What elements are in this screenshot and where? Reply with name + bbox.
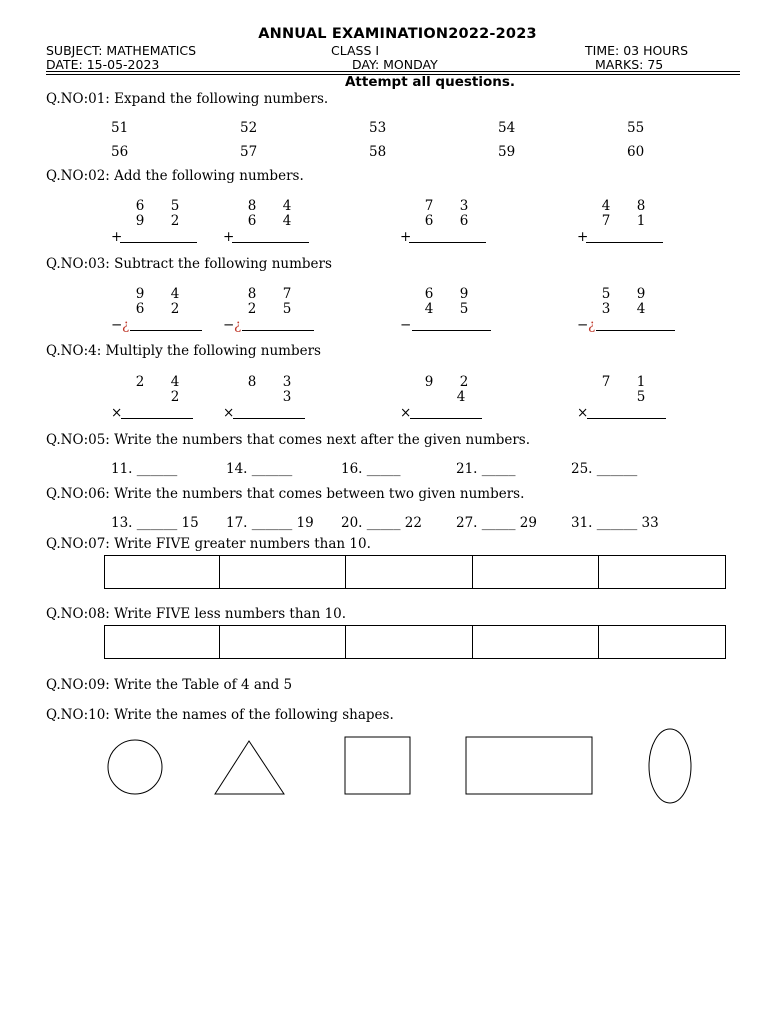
plus-sign: + [577,229,589,245]
answer-box[interactable] [473,626,599,659]
q2-digit: 8 [636,198,646,214]
q2-digit: 7 [601,213,611,229]
answer-box[interactable] [599,626,726,659]
answer-line [587,418,666,419]
q3-digit: 2 [170,301,180,317]
q3-digit: 2 [247,301,257,317]
q1-number: 59 [498,144,516,160]
answer-line [409,242,486,243]
q3-digit: 3 [601,301,611,317]
question-4: Q.NO:4: Multiply the following numbers [46,343,321,359]
question-10: Q.NO:10: Write the names of the following shapes. [46,707,394,723]
q2-digit: 7 [424,198,434,214]
shapes-figure [0,720,768,820]
q3-digit: 9 [636,286,646,302]
q1-number: 57 [240,144,258,160]
rectangle-shape [466,737,592,794]
q4-digit: 2 [170,389,180,405]
q4-digit: 8 [247,374,257,390]
question-1: Q.NO:01: Expand the following numbers. [46,91,329,107]
answer-line [232,242,309,243]
q4-digit: 4 [456,389,466,405]
question-7: Q.NO:07: Write FIVE greater numbers than 10. [46,536,371,552]
q2-digit: 6 [424,213,434,229]
q4-digit: 5 [636,389,646,405]
answer-line [120,242,197,243]
q3-digit: 4 [636,301,646,317]
answer-box[interactable] [220,556,346,589]
q2-digit: 1 [636,213,646,229]
question-5: Q.NO:05: Write the numbers that comes next after the given numbers. [46,432,531,448]
stray-glyph: ¿ [122,317,130,333]
question-2: Q.NO:02: Add the following numbers. [46,168,304,184]
oval-shape [649,729,691,803]
stray-glyph: ¿ [588,317,596,333]
q1-number: 54 [498,120,516,136]
minus-sign: − [223,317,235,333]
minus-sign: − [400,317,412,333]
answer-line [412,330,491,331]
q5-item: 16. _____ [341,461,401,477]
answer-line [586,242,663,243]
q3-digit: 5 [601,286,611,302]
stray-glyph: ¿ [234,317,242,333]
minus-sign: − [111,317,123,333]
class-label: CLASS I [331,43,380,58]
date-label: DATE: 15-05-2023 [46,57,160,72]
q3-digit: 6 [135,301,145,317]
times-sign: × [577,405,589,421]
question-9: Q.NO:09: Write the Table of 4 and 5 [46,677,293,693]
q3-digit: 5 [459,301,469,317]
q2-digit: 6 [459,213,469,229]
q6-item: 31. ______ 33 [571,515,659,531]
q2-digit: 2 [170,213,180,229]
question-6: Q.NO:06: Write the numbers that comes between two given numbers. [46,486,525,502]
q3-digit: 9 [459,286,469,302]
q3-digit: 4 [170,286,180,302]
q3-digit: 9 [135,286,145,302]
q2-digit: 4 [601,198,611,214]
q4-digit: 2 [135,374,145,390]
q4-digit: 3 [282,374,292,390]
q4-digit: 2 [459,374,469,390]
answer-line [121,418,193,419]
answer-box[interactable] [220,626,346,659]
exam-title: ANNUAL EXAMINATION2022-2023 [258,26,537,42]
q5-item: 14. ______ [226,461,293,477]
q3-digit: 5 [282,301,292,317]
q6-item: 13. ______ 15 [111,515,199,531]
answer-box[interactable] [473,556,599,589]
q1-number: 52 [240,120,258,136]
q4-digit: 1 [636,374,646,390]
question-3: Q.NO:03: Subtract the following numbers [46,256,332,272]
answer-line [242,330,314,331]
answer-box[interactable] [105,626,220,659]
day-label: DAY: MONDAY [352,57,438,72]
q6-item: 20. _____ 22 [341,515,422,531]
q5-item: 11. ______ [111,461,178,477]
q1-number: 53 [369,120,387,136]
q4-digit: 9 [424,374,434,390]
time-label: TIME: 03 HOURS [585,43,689,58]
q2-digit: 4 [282,213,292,229]
answer-line [410,418,482,419]
q2-digit: 4 [282,198,292,214]
q7-answer-boxes [104,555,726,589]
q8-answer-boxes [104,625,726,659]
q1-number: 56 [111,144,129,160]
times-sign: × [400,405,412,421]
q3-digit: 4 [424,301,434,317]
circle-shape [108,740,162,794]
q2-digit: 6 [247,213,257,229]
times-sign: × [223,405,235,421]
square-shape [345,737,410,794]
q2-digit: 3 [459,198,469,214]
question-8: Q.NO:08: Write FIVE less numbers than 10. [46,606,347,622]
q1-number: 58 [369,144,387,160]
q3-digit: 7 [282,286,292,302]
answer-box[interactable] [346,626,473,659]
answer-box[interactable] [346,556,473,589]
minus-sign: − [577,317,589,333]
answer-box[interactable] [599,556,726,589]
q2-digit: 9 [135,213,145,229]
q4-digit: 7 [601,374,611,390]
answer-box[interactable] [105,556,220,589]
q1-number: 55 [627,120,645,136]
answer-line [233,418,305,419]
marks-label: MARKS: 75 [595,57,664,72]
q6-item: 17. ______ 19 [226,515,314,531]
times-sign: × [111,405,123,421]
header-divider-top [46,71,740,72]
q6-item: 27. _____ 29 [456,515,537,531]
q2-digit: 8 [247,198,257,214]
q5-item: 25. ______ [571,461,638,477]
q2-digit: 5 [170,198,180,214]
triangle-shape [215,741,284,794]
q4-digit: 4 [170,374,180,390]
q1-number: 60 [627,144,645,160]
plus-sign: + [400,229,412,245]
q1-number: 51 [111,120,129,136]
q4-digit: 3 [282,389,292,405]
answer-line [596,330,675,331]
q2-digit: 6 [135,198,145,214]
q3-digit: 6 [424,286,434,302]
q5-item: 21. _____ [456,461,516,477]
q3-digit: 8 [247,286,257,302]
plus-sign: + [223,229,235,245]
instruction: Attempt all questions. [344,74,516,90]
plus-sign: + [111,229,123,245]
answer-line [130,330,202,331]
subject-label: SUBJECT: MATHEMATICS [46,43,197,58]
